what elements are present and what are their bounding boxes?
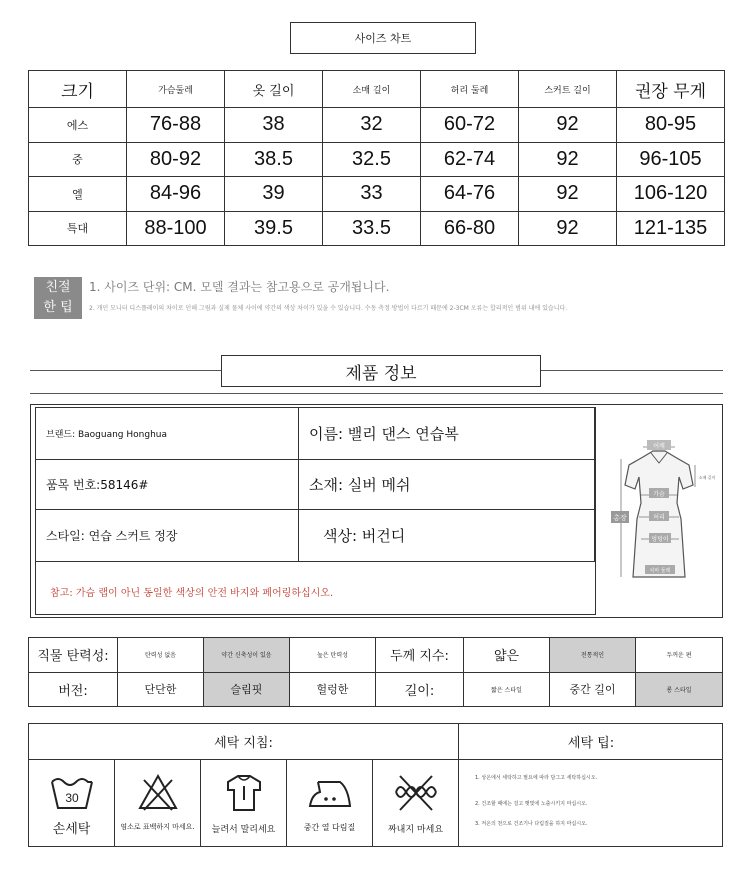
- kind-tip-badge: [34, 277, 82, 319]
- size-value: 92: [519, 108, 617, 142]
- size-value: 88-100: [127, 211, 225, 245]
- diagram-label-sleeve: 소매 길이: [698, 475, 716, 480]
- fit-label: 버전:: [29, 672, 118, 707]
- size-value: 84-96: [127, 177, 225, 211]
- size-header-waist: 허리 둘레: [421, 71, 519, 108]
- size-row: [29, 177, 725, 211]
- wash-caption: 중간 열 다림질: [303, 823, 356, 832]
- size-value: 106-120: [617, 177, 725, 211]
- thickness-option-selected: 전통적인: [550, 638, 636, 673]
- thickness-value: 얇은: [464, 638, 550, 673]
- fit-option: 단단한: [118, 672, 204, 707]
- washing-tip: 3. 저온의 천으로 건조기나 다림질을 하지 마십시오.: [475, 821, 588, 827]
- garment-measurement-diagram: [597, 407, 721, 615]
- diagram-label-waist: 허리: [653, 514, 665, 521]
- wash-symbol-hand-wash: [29, 760, 115, 847]
- size-value: 92: [519, 177, 617, 211]
- diagram-label-chest: 가슴: [653, 491, 665, 498]
- no-bleach-icon: [134, 768, 182, 816]
- washing-tip: 2. 건조할 때에는 걸고 햇빛에 노출시키지 마십시오.: [475, 801, 588, 807]
- washing-guide-title: 세탁 지침:: [29, 724, 459, 760]
- elasticity-option: 높은 탄력성: [290, 638, 376, 673]
- fit-option-selected: 슬림핏: [204, 672, 290, 707]
- size-value: 39.5: [225, 211, 323, 245]
- size-header-weight: 권장 무게: [617, 71, 725, 108]
- size-label: 엘: [29, 177, 127, 211]
- elasticity-label: 직물 탄력성:: [29, 638, 118, 673]
- length-option-selected: 롱 스타일: [636, 672, 723, 707]
- no-wring-icon: [392, 768, 440, 816]
- size-value: 33.5: [323, 211, 421, 245]
- wash-caption: 염소로 표백하지 마세요.: [120, 823, 195, 831]
- tip-badge-line: 친절: [45, 280, 71, 295]
- color-cell: 색상: 버건디: [299, 510, 595, 562]
- size-row: [29, 142, 725, 176]
- size-chart-table: [28, 70, 725, 246]
- length-option: 중간 길이: [550, 672, 636, 707]
- wash-caption: 늘려서 말리세요: [211, 825, 276, 835]
- washing-section: [28, 723, 723, 847]
- item-number-cell: 품목 번호:58146#: [36, 460, 299, 510]
- size-value: 38.5: [225, 142, 323, 176]
- size-label: 에스: [29, 108, 127, 142]
- fit-option: 헐렁한: [290, 672, 376, 707]
- divider: [30, 393, 723, 394]
- size-value: 32: [323, 108, 421, 142]
- product-info-title: 제품 정보: [221, 355, 541, 387]
- wash-caption: 짜내지 마세요: [387, 825, 444, 835]
- dress-outline-illustration: [597, 407, 721, 615]
- material-cell: 소재: 실버 메쉬: [299, 460, 595, 510]
- diagram-label-shoulder: 어깨: [653, 443, 665, 450]
- fabric-attributes-table: [28, 637, 723, 707]
- size-value: 33: [323, 177, 421, 211]
- size-value: 39: [225, 177, 323, 211]
- length-option: 짧은 스타일: [464, 672, 550, 707]
- size-value: 80-92: [127, 142, 225, 176]
- washing-tip: 1. 상온에서 세탁하고 필요에 따라 담그고 세탁하십시오.: [475, 775, 598, 781]
- size-value: 121-135: [617, 211, 725, 245]
- size-value: 92: [519, 211, 617, 245]
- wash-symbol-no-bleach: [115, 760, 201, 847]
- size-chart-title: 사이즈 차트: [290, 22, 476, 54]
- product-info-grid: [35, 407, 596, 615]
- elasticity-option: 탄력성 없음: [118, 638, 204, 673]
- length-label: 길이:: [376, 672, 464, 707]
- size-value: 32.5: [323, 142, 421, 176]
- washing-tips-title: 세탁 팁:: [459, 724, 723, 760]
- thickness-label: 두께 지수:: [376, 638, 464, 673]
- wash-caption: 손세탁: [52, 822, 91, 837]
- tip-badge-line: 한 팁: [43, 300, 73, 315]
- size-value: 38: [225, 108, 323, 142]
- size-value: 96-105: [617, 142, 725, 176]
- size-header-size: 크기: [29, 71, 127, 108]
- wash-symbol-hang-dry: [201, 760, 287, 847]
- size-value: 92: [519, 142, 617, 176]
- size-chart-header-row: [29, 71, 725, 108]
- size-value: 64-76: [421, 177, 519, 211]
- brand-cell: 브랜드: Baoguang Honghua: [36, 408, 299, 460]
- attributes-row-1: [29, 638, 723, 673]
- washing-tips-list: [459, 760, 723, 847]
- size-header-skirt: 스커트 길이: [519, 71, 617, 108]
- wash-symbol-iron: [287, 760, 373, 847]
- thickness-option: 두꺼운 편: [636, 638, 723, 673]
- diagram-label-length: 총장: [613, 514, 627, 522]
- diagram-label-hip: 엉덩이: [651, 536, 669, 543]
- elasticity-option-selected: 약간 신축성이 있음: [204, 638, 290, 673]
- name-cell: 이름: 밸리 댄스 연습복: [299, 408, 595, 460]
- size-label: 특대: [29, 211, 127, 245]
- wash-symbol-no-wring: [373, 760, 459, 847]
- hand-wash-icon: [48, 768, 96, 816]
- attributes-row-2: [29, 672, 723, 707]
- product-info-box: [30, 404, 723, 618]
- product-note: 참고: 가슴 랩이 아닌 동일한 색상의 안전 바지와 페어링하십시오.: [50, 588, 334, 599]
- wash-temperature: 30: [65, 791, 79, 805]
- size-value: 60-72: [421, 108, 519, 142]
- size-value: 62-74: [421, 142, 519, 176]
- tip-line-2: 2. 개인 모니터 디스플레이의 차이로 인해 그림과 실제 물체 사이에 약간의 색상 차이가 있을 수 있습니다. 수동 측정 방법이 다르기 때문에 2-3CM 오류는 합리적인 범위 내에 있습니다.: [89, 305, 568, 312]
- tip-line-1: 1. 사이즈 단위: CM. 모델 결과는 참고용으로 공개됩니다.: [89, 280, 390, 294]
- size-header-chest: 가슴둘레: [127, 71, 225, 108]
- size-label: 중: [29, 142, 127, 176]
- size-value: 80-95: [617, 108, 725, 142]
- style-cell: 스타일: 연습 스커트 정장: [36, 510, 299, 562]
- diagram-label-hem: 치마 둘레: [649, 568, 671, 574]
- size-value: 66-80: [421, 211, 519, 245]
- size-value: 76-88: [127, 108, 225, 142]
- hang-dry-icon: [220, 768, 268, 816]
- size-row: [29, 108, 725, 142]
- iron-medium-icon: [306, 768, 354, 816]
- size-row: [29, 211, 725, 245]
- size-header-sleeve: 소매 길이: [323, 71, 421, 108]
- size-header-length: 옷 길이: [225, 71, 323, 108]
